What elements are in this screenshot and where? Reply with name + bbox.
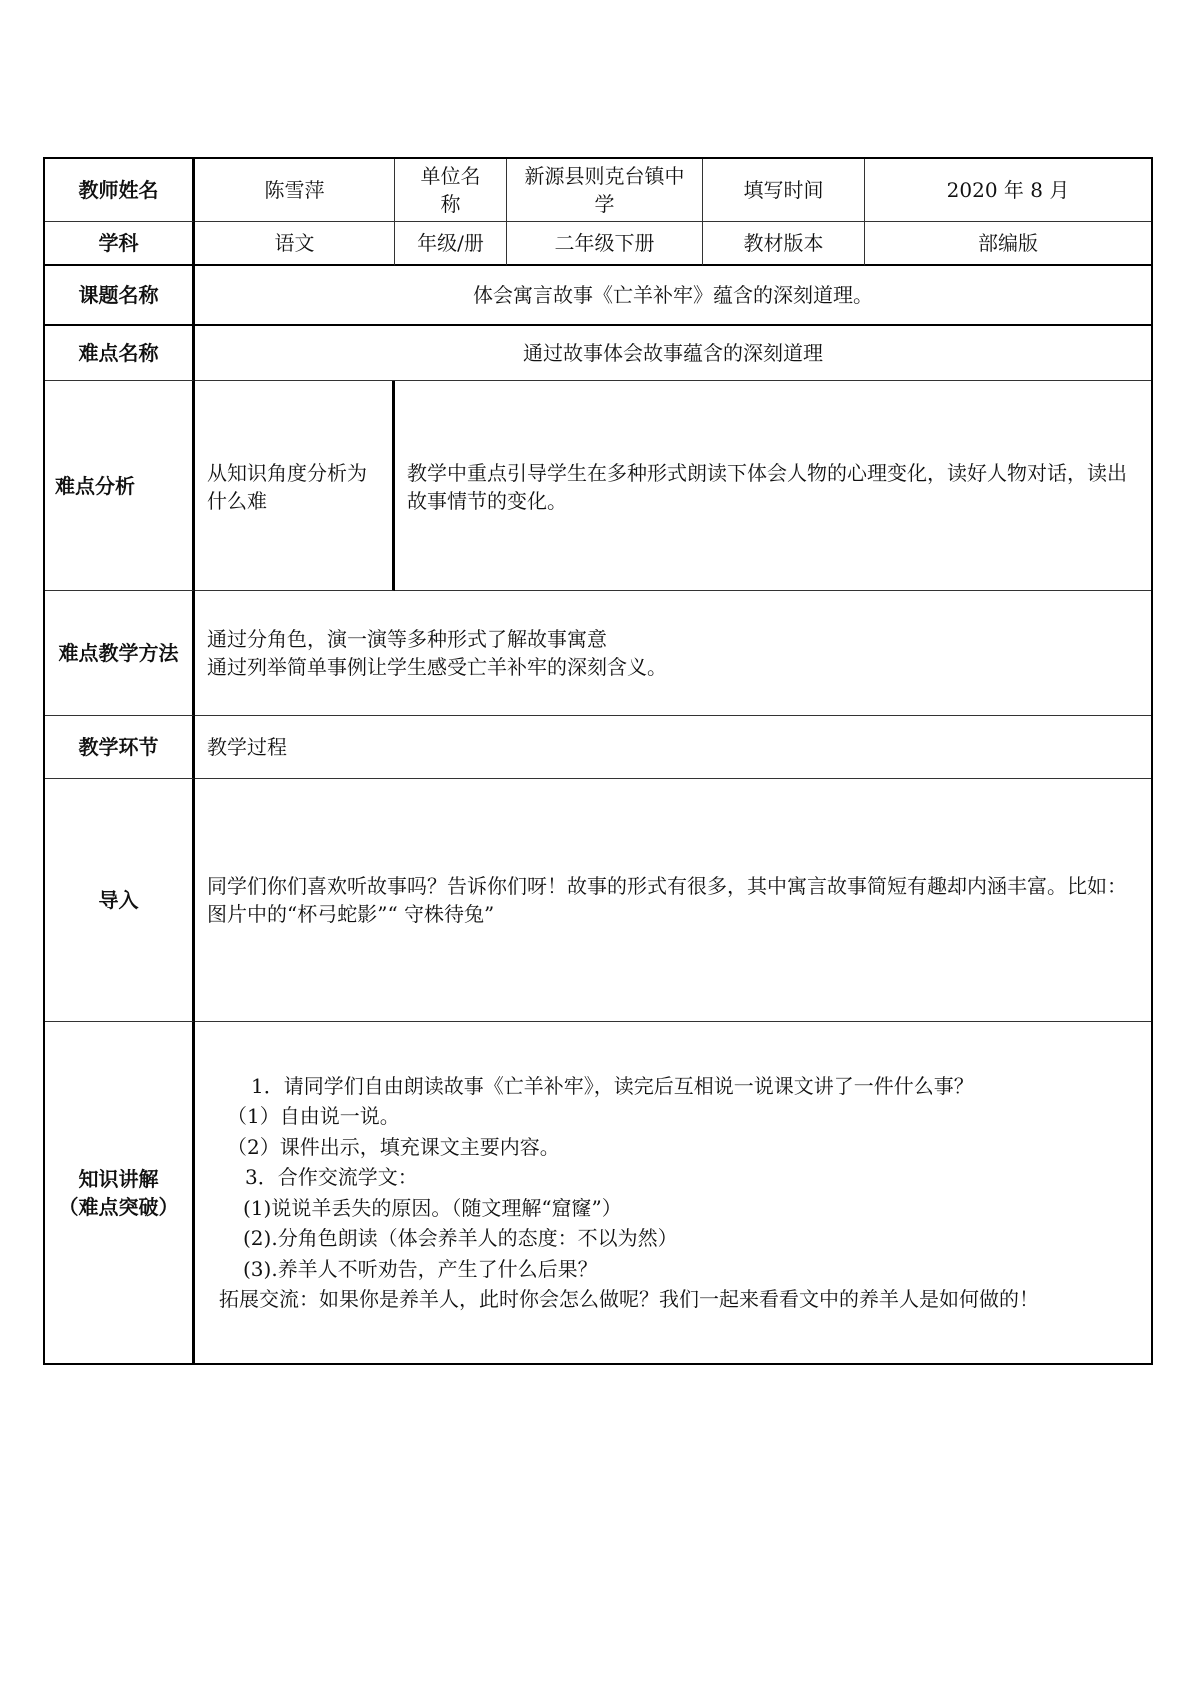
difficulty-value: 通过故事体会故事蕴含的深刻道理 — [195, 326, 1151, 381]
knowledge-line: (3).养羊人不听劝告，产生了什么后果？ — [243, 1256, 598, 1281]
edition-label: 教材版本 — [703, 222, 865, 266]
method-line: 通过列举简单事例让学生感受亡羊补牢的深刻含义。 — [207, 655, 667, 679]
topic-label: 课题名称 — [45, 266, 195, 326]
knowledge-line: (1)说说羊丢失的原因。（随文理解“窟窿”） — [243, 1195, 622, 1220]
difficulty-label: 难点名称 — [45, 326, 195, 381]
unit-name-label: 单位名称 — [395, 159, 507, 222]
process-label: 教学环节 — [45, 716, 195, 779]
knowledge-label — [45, 1022, 195, 1363]
analysis-label: 难点分析 — [45, 381, 195, 591]
analysis-content: 教学中重点引导学生在多种形式朗读下体会人物的心理变化，读好人物对话，读出故事情节的变化。 — [395, 381, 1151, 591]
edition-value: 部编版 — [865, 222, 1151, 266]
teacher-name-value: 陈雪萍 — [195, 159, 395, 222]
knowledge-content — [195, 1022, 1151, 1363]
knowledge-line: (2).分角色朗读（体会养羊人的态度：不以为然） — [243, 1226, 678, 1250]
knowledge-label-line2: （难点突破） — [58, 1194, 179, 1219]
method-line: 通过分角色，演一演等多种形式了解故事寓意 — [207, 627, 607, 651]
lesson-plan-table — [43, 157, 1153, 1365]
intro-content: 同学们你们喜欢听故事吗？告诉你们呀！故事的形式有很多，其中寓言故事简短有趣却内涵丰富。比如：图片中的“杯弓蛇影”“ 守株待兔” — [195, 779, 1151, 1022]
knowledge-label-line1: 知识讲解 — [78, 1166, 159, 1191]
fill-date-label: 填写时间 — [703, 159, 865, 222]
knowledge-line: 拓展交流：如果你是养羊人，此时你会怎么做呢？我们一起来看看文中的养羊人是如何做的！ — [219, 1287, 1039, 1311]
process-value: 教学过程 — [195, 716, 1151, 779]
knowledge-line: （2）课件出示，填充课文主要内容。 — [227, 1134, 560, 1159]
analysis-sublabel: 从知识角度分析为什么难 — [195, 381, 395, 591]
intro-label: 导入 — [45, 779, 195, 1022]
knowledge-line: （1）自由说一说。 — [227, 1104, 400, 1128]
knowledge-line: 1．请同学们自由朗读故事《亡羊补牢》，读完后互相说一说课文讲了一件什么事？ — [251, 1073, 974, 1098]
grade-value: 二年级下册 — [507, 222, 703, 266]
method-label: 难点教学方法 — [45, 591, 195, 716]
topic-value: 体会寓言故事《亡羊补牢》蕴含的深刻道理。 — [195, 266, 1151, 326]
grade-label: 年级/册 — [395, 222, 507, 266]
unit-name-value: 新源县则克台镇中学 — [507, 159, 703, 222]
teacher-name-label: 教师姓名 — [45, 159, 195, 222]
subject-value: 语文 — [195, 222, 395, 266]
fill-date-value: 2020 年 8 月 — [865, 159, 1151, 222]
subject-label: 学科 — [45, 222, 195, 266]
knowledge-line: 3．合作交流学文： — [245, 1165, 418, 1189]
method-content — [195, 591, 1151, 716]
